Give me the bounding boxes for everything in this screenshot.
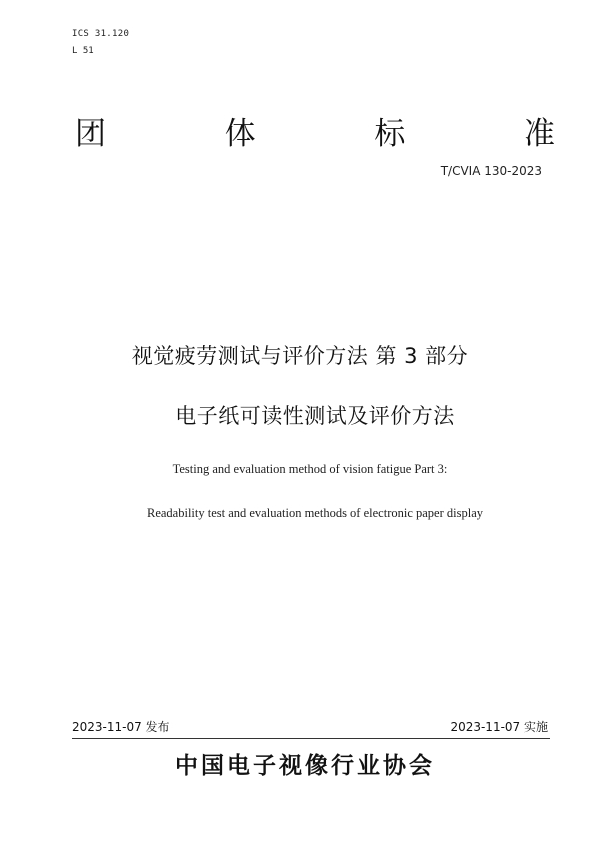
implementation-date: 2023-11-07 实施 xyxy=(450,720,548,734)
standard-kind-heading xyxy=(75,108,555,153)
standard-kind-char: 准 xyxy=(523,116,555,152)
standard-number: T/CVIA 130-2023 xyxy=(440,164,542,178)
publisher-name: 中国电子视像行业协会 xyxy=(175,753,435,779)
title-en-line1: Testing and evaluation method of vision fatigue Part 3: xyxy=(172,462,448,476)
issue-date: 2023-11-07 发布 xyxy=(72,720,170,734)
standard-kind-char: 标 xyxy=(374,116,406,152)
title-cn-line2: 电子纸可读性测试及评价方法 xyxy=(175,404,455,428)
ccs-code: L 51 xyxy=(72,46,94,56)
title-cn-line1: 视觉疲劳测试与评价方法 第 3 部分 xyxy=(131,344,469,368)
standard-kind-char: 团 xyxy=(75,116,106,152)
footer-divider xyxy=(72,738,550,739)
standard-kind-char: 体 xyxy=(224,116,256,152)
title-en-line2: Readability test and evaluation methods of electronic paper display xyxy=(146,506,483,520)
ics-code: ICS 31.120 xyxy=(72,29,130,39)
